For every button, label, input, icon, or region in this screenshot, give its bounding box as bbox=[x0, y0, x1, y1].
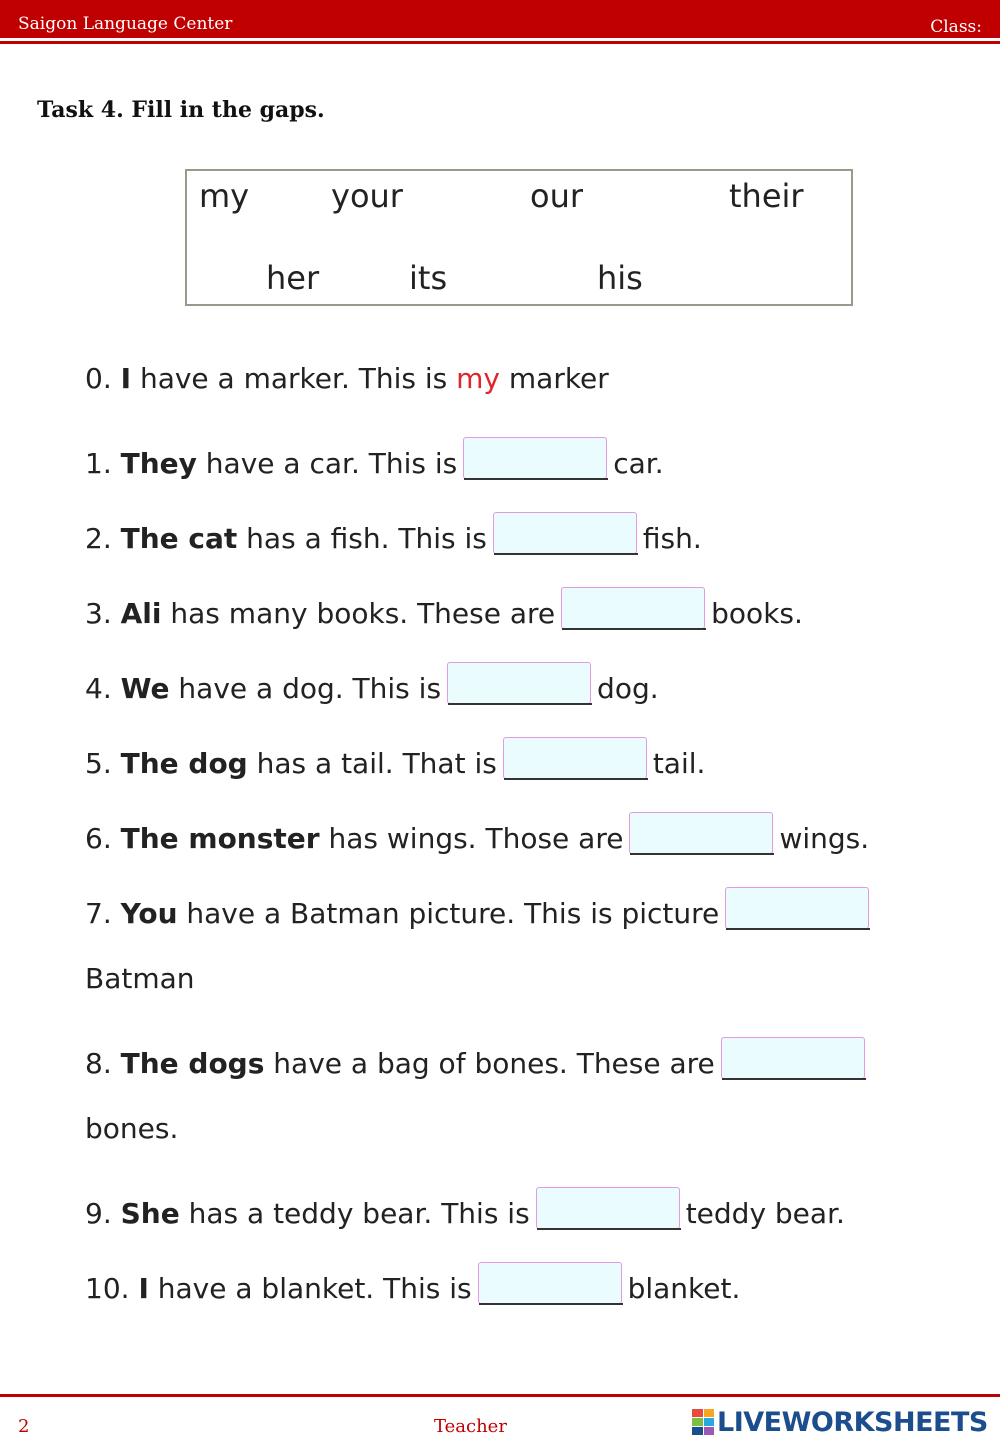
sentence-subject: Ali bbox=[120, 597, 162, 630]
sentence-subject: You bbox=[120, 897, 178, 930]
sentence-number: 0. bbox=[85, 362, 112, 395]
answer-input-5[interactable] bbox=[503, 737, 647, 779]
sentence-text: have a car. This is bbox=[196, 447, 458, 480]
sentence-text: has many books. These are bbox=[161, 597, 556, 630]
word-bank-item: their bbox=[729, 177, 804, 215]
example-answer: my bbox=[456, 362, 500, 395]
sentence-text: blanket. bbox=[627, 1272, 741, 1305]
word-bank-item: his bbox=[597, 259, 643, 297]
sentence-text: fish. bbox=[642, 522, 702, 555]
answer-input-8[interactable] bbox=[721, 1037, 865, 1079]
answer-input-7[interactable] bbox=[725, 887, 869, 929]
sentence-text: car. bbox=[613, 447, 664, 480]
sentence-subject: We bbox=[120, 672, 170, 705]
sentence-subject: The cat bbox=[120, 522, 238, 555]
sentence-9 bbox=[85, 1187, 845, 1231]
header-divider bbox=[0, 41, 1000, 44]
liveworksheets-logo[interactable] bbox=[692, 1405, 988, 1439]
sentence-number: 9. bbox=[85, 1197, 112, 1230]
sentence-number: 5. bbox=[85, 747, 112, 780]
brand-name: LIVEWORKSHEETS bbox=[717, 1406, 988, 1438]
sentence-7 bbox=[85, 887, 875, 931]
sentence-text: dog. bbox=[597, 672, 659, 705]
sentence-text: wings. bbox=[779, 822, 870, 855]
sentence-text: has a tail. That is bbox=[247, 747, 497, 780]
answer-input-1[interactable] bbox=[463, 437, 607, 479]
sentence-subject: They bbox=[120, 447, 197, 480]
sentence-text: have a Batman picture. This is picture bbox=[177, 897, 720, 930]
sentence-1 bbox=[85, 437, 664, 481]
liveworksheets-logo-icon bbox=[692, 1409, 714, 1435]
footer-teacher: Teacher bbox=[434, 1416, 507, 1437]
word-bank-item: your bbox=[331, 177, 403, 215]
page-number: 2 bbox=[18, 1416, 30, 1437]
sentence-text: have a dog. This is bbox=[169, 672, 442, 705]
word-bank-item: its bbox=[409, 259, 448, 297]
sentence-text: has wings. Those are bbox=[319, 822, 624, 855]
sentence-6 bbox=[85, 812, 869, 856]
sentence-8 bbox=[85, 1037, 871, 1081]
sentence-number: 8. bbox=[85, 1047, 112, 1080]
sentence-subject: She bbox=[120, 1197, 180, 1230]
sentence-subject: I bbox=[120, 362, 132, 395]
sentence-2 bbox=[85, 512, 702, 556]
sentence-4 bbox=[85, 662, 659, 706]
sentence-text: has a fish. This is bbox=[237, 522, 487, 555]
sentence-text: tail. bbox=[652, 747, 706, 780]
sentence-7-continuation: Batman bbox=[85, 962, 195, 995]
answer-input-3[interactable] bbox=[561, 587, 705, 629]
word-bank-item: our bbox=[530, 177, 584, 215]
class-label: Class: bbox=[930, 17, 982, 37]
sentence-number: 3. bbox=[85, 597, 112, 630]
page-header bbox=[0, 0, 1000, 38]
sentence-text: books. bbox=[711, 597, 803, 630]
sentence-subject: The dogs bbox=[120, 1047, 265, 1080]
school-name: Saigon Language Center bbox=[18, 14, 233, 34]
answer-input-6[interactable] bbox=[629, 812, 773, 854]
sentence-5 bbox=[85, 737, 705, 781]
sentence-text: marker bbox=[499, 362, 609, 395]
sentence-3 bbox=[85, 587, 803, 631]
sentence-text: teddy bear. bbox=[685, 1197, 845, 1230]
answer-input-4[interactable] bbox=[447, 662, 591, 704]
sentence-10 bbox=[85, 1262, 740, 1306]
word-bank bbox=[185, 169, 853, 306]
sentence-number: 6. bbox=[85, 822, 112, 855]
sentence-number: 1. bbox=[85, 447, 112, 480]
sentence-number: 10. bbox=[85, 1272, 130, 1305]
answer-input-2[interactable] bbox=[493, 512, 637, 554]
sentence-text: have a marker. This is bbox=[131, 362, 457, 395]
sentence-text: have a blanket. This is bbox=[148, 1272, 472, 1305]
sentence-subject: The monster bbox=[120, 822, 320, 855]
sentence-subject: The dog bbox=[120, 747, 248, 780]
answer-input-10[interactable] bbox=[478, 1262, 622, 1304]
sentence-number: 4. bbox=[85, 672, 112, 705]
sentence-subject: I bbox=[138, 1272, 149, 1305]
word-bank-item: her bbox=[266, 259, 320, 297]
task-title: Task 4. Fill in the gaps. bbox=[37, 97, 325, 123]
word-bank-item: my bbox=[199, 177, 250, 215]
sentence-number: 7. bbox=[85, 897, 112, 930]
sentence-text: has a teddy bear. This is bbox=[179, 1197, 530, 1230]
answer-input-9[interactable] bbox=[536, 1187, 680, 1229]
footer-divider bbox=[0, 1394, 1000, 1397]
sentence-text: have a bag of bones. These are bbox=[264, 1047, 715, 1080]
sentence-number: 2. bbox=[85, 522, 112, 555]
sentence-0 bbox=[85, 362, 609, 396]
sentence-8-continuation: bones. bbox=[85, 1112, 179, 1145]
